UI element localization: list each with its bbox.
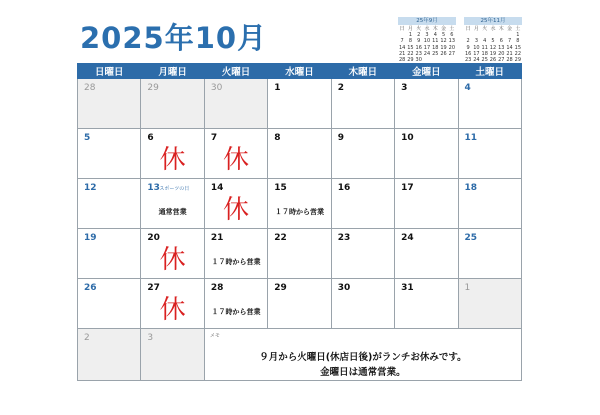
day-number: 4 — [464, 83, 471, 93]
mini-day: 22 — [514, 50, 522, 57]
day-cell — [331, 179, 394, 229]
mini-day: 3 — [425, 32, 429, 39]
day-cell — [78, 279, 141, 329]
mini-day: 10 — [423, 38, 431, 45]
weekday-thursday: 木曜日 — [331, 64, 394, 79]
day-number: 22 — [274, 233, 287, 243]
mini-day: 30 — [415, 57, 422, 64]
mini-weekday-label: 火 — [482, 26, 488, 32]
mini-day: 5 — [491, 38, 495, 45]
mini-day: 24 — [423, 50, 431, 57]
mini-weekday-label: 土 — [515, 26, 521, 32]
mini-day: 18 — [481, 50, 488, 57]
day-cell — [458, 279, 521, 329]
closed-mark: 休 — [159, 295, 186, 325]
day-cell — [331, 129, 394, 179]
day-cell — [395, 129, 458, 179]
mini-day: 27 — [498, 57, 505, 64]
day-cell — [458, 129, 521, 179]
business-note: １７時から営業 — [211, 258, 261, 266]
mini-day: 13 — [448, 38, 456, 45]
mini-day: 19 — [440, 44, 447, 51]
day-number: 27 — [147, 283, 160, 293]
day-cell — [204, 79, 267, 129]
day-number: 11 — [464, 133, 478, 143]
weekday-tuesday: 火曜日 — [204, 64, 267, 79]
mini-weekday-label: 木 — [498, 26, 504, 32]
day-cell — [331, 279, 394, 329]
mini-weekday-label: 金 — [507, 26, 513, 32]
mini-day: 29 — [514, 57, 522, 64]
weekday-monday: 月曜日 — [141, 64, 204, 79]
day-cell — [268, 179, 331, 229]
mini-weekday-label: 水 — [424, 26, 430, 32]
day-number: 2 — [337, 83, 344, 93]
day-number: 29 — [274, 283, 287, 293]
mini-day: 15 — [514, 44, 522, 51]
day-number: 9 — [337, 133, 344, 143]
mini-day: 16 — [415, 44, 422, 51]
mini-day: 3 — [474, 38, 479, 45]
mini-day: 20 — [498, 50, 505, 57]
day-number: 18 — [464, 183, 478, 193]
business-note: 通常営業 — [158, 208, 187, 216]
mini-calendar-title: 25年9月 — [398, 17, 456, 25]
mini-calendar-september — [398, 17, 456, 63]
day-cell — [458, 179, 521, 229]
day-number: 28 — [84, 83, 96, 93]
closed-mark: 休 — [223, 195, 250, 225]
day-number: 2 — [84, 333, 90, 343]
calendar-week-row — [78, 229, 522, 279]
day-number: 15 — [274, 183, 287, 193]
memo-label: メモ — [209, 333, 220, 339]
mini-day: 20 — [448, 44, 456, 51]
day-number: 10 — [401, 133, 414, 143]
weekday-header-row — [78, 64, 522, 79]
day-cell — [268, 129, 331, 179]
mini-weekday-label: 木 — [432, 26, 438, 32]
day-number: 17 — [401, 183, 414, 193]
mini-day: 21 — [398, 50, 406, 57]
day-number: 23 — [337, 233, 351, 243]
day-cell — [395, 229, 458, 279]
mini-weekday-label: 火 — [416, 26, 422, 32]
mini-day: 13 — [498, 44, 505, 51]
day-cell — [141, 129, 204, 179]
closed-mark: 休 — [159, 145, 186, 175]
day-number: 6 — [147, 133, 154, 143]
mini-day: 2 — [466, 38, 470, 45]
mini-day: 27 — [448, 50, 456, 57]
day-cell — [458, 79, 521, 129]
month-calendar — [77, 63, 522, 381]
mini-day: 22 — [407, 50, 414, 57]
mini-day: 25 — [481, 57, 488, 64]
mini-calendar-november — [464, 17, 522, 69]
mini-day: 14 — [506, 44, 513, 51]
day-number: 24 — [401, 233, 414, 243]
day-cell — [204, 179, 267, 229]
weekday-saturday: 土曜日 — [458, 64, 521, 79]
holiday-label: スポーツの日 — [159, 186, 190, 192]
day-number: 1 — [464, 283, 471, 293]
mini-day: 17 — [423, 44, 431, 51]
mini-calendar-title: 25年11月 — [464, 17, 522, 25]
mini-day: 8 — [516, 38, 520, 45]
day-cell — [78, 129, 141, 179]
day-cell — [78, 79, 141, 129]
mini-weekday-label: 日 — [399, 26, 405, 32]
day-number: 5 — [84, 133, 91, 143]
mini-day: 9 — [466, 44, 470, 51]
mini-day: 11 — [432, 38, 439, 45]
day-cell — [395, 79, 458, 129]
mini-day: 9 — [417, 38, 421, 45]
day-number: 20 — [147, 233, 160, 243]
calendar-week-row — [78, 279, 522, 329]
mini-day: 28 — [398, 57, 406, 64]
day-cell — [78, 329, 141, 381]
calendar-week-row — [78, 79, 522, 129]
day-cell — [141, 79, 204, 129]
day-number: 31 — [401, 283, 414, 293]
mini-day: 26 — [489, 57, 497, 64]
day-number: 25 — [464, 233, 478, 243]
mini-day: 7 — [400, 38, 404, 45]
mini-day: 19 — [489, 50, 497, 57]
mini-day: 4 — [433, 32, 437, 39]
day-cell — [458, 229, 521, 279]
day-number: 3 — [147, 333, 154, 343]
mini-day: 8 — [408, 38, 413, 45]
day-number: 29 — [147, 83, 159, 93]
mini-day: 12 — [440, 38, 447, 45]
mini-day: 5 — [441, 32, 446, 39]
mini-day: 24 — [473, 57, 480, 64]
day-number: 30 — [210, 83, 223, 93]
day-cell — [395, 279, 458, 329]
mini-day: 2 — [417, 32, 421, 39]
mini-day: 25 — [432, 50, 439, 57]
mini-weekday-label: 月 — [473, 26, 479, 32]
day-number: 3 — [401, 83, 408, 93]
mini-weekday-label: 金 — [441, 26, 447, 32]
day-number: 14 — [210, 183, 224, 193]
day-number: 16 — [337, 183, 351, 193]
memo-line: ９月から火曜日(休店日後)がランチお休みです。 — [259, 352, 467, 363]
mini-day: 1 — [408, 32, 413, 39]
memo-line: 金曜日は通常営業。 — [320, 367, 406, 378]
day-number: 30 — [337, 283, 351, 293]
business-note: １７時から営業 — [274, 208, 324, 216]
mini-day: 23 — [464, 57, 472, 64]
mini-calendar-grid — [398, 26, 456, 63]
day-cell — [141, 229, 204, 279]
day-cell — [268, 229, 331, 279]
mini-day: 6 — [450, 32, 454, 39]
closed-mark: 休 — [223, 145, 250, 175]
day-cell — [268, 79, 331, 129]
weekday-friday: 金曜日 — [395, 64, 458, 79]
day-cell — [331, 229, 394, 279]
day-number: 8 — [274, 133, 281, 143]
day-number: 19 — [84, 233, 97, 243]
calendar-week-row — [78, 129, 522, 179]
day-cell — [78, 179, 141, 229]
mini-day: 7 — [507, 38, 512, 45]
day-cell — [204, 279, 267, 329]
day-number: 26 — [84, 283, 97, 293]
mini-day: 1 — [516, 32, 520, 39]
day-number: 28 — [210, 283, 224, 293]
day-cell — [268, 279, 331, 329]
mini-day: 4 — [483, 38, 487, 45]
day-number: 13 — [147, 183, 160, 193]
closed-mark: 休 — [159, 245, 186, 275]
day-cell — [331, 79, 394, 129]
mini-day: 28 — [506, 57, 513, 64]
day-cell — [141, 329, 204, 381]
mini-weekday-label: 月 — [407, 26, 413, 32]
day-cell — [78, 229, 141, 279]
day-number: 21 — [210, 233, 224, 243]
mini-day: 6 — [499, 38, 503, 45]
weekday-sunday: 日曜日 — [78, 64, 141, 79]
day-number: 12 — [84, 183, 97, 193]
weekday-wednesday: 水曜日 — [268, 64, 331, 79]
mini-weekday-label: 土 — [449, 26, 455, 32]
calendar-week-row — [78, 329, 522, 381]
mini-day: 11 — [481, 44, 488, 51]
mini-weekday-label: 水 — [490, 26, 496, 32]
page-title: 2025年10月 — [80, 21, 268, 55]
day-cell — [141, 279, 204, 329]
day-number: 1 — [274, 83, 281, 93]
day-cell — [204, 129, 267, 179]
mini-day: 26 — [440, 50, 447, 57]
mini-day: 10 — [473, 44, 480, 51]
mini-day: 17 — [473, 50, 480, 57]
mini-day: 14 — [398, 44, 406, 51]
day-cell — [204, 229, 267, 279]
mini-day: 29 — [407, 57, 414, 64]
day-cell — [395, 179, 458, 229]
business-note: １７時から営業 — [211, 308, 261, 316]
mini-day: 21 — [506, 50, 513, 57]
mini-day: 23 — [415, 50, 422, 57]
mini-day: 15 — [407, 44, 414, 51]
mini-day: 12 — [489, 44, 497, 51]
day-cell — [141, 179, 204, 229]
mini-weekday-label: 日 — [465, 26, 471, 32]
memo-area — [204, 329, 521, 381]
mini-day: 16 — [464, 50, 472, 57]
day-number: 7 — [210, 133, 218, 143]
calendar-week-row — [78, 179, 522, 229]
mini-day: 18 — [432, 44, 439, 51]
